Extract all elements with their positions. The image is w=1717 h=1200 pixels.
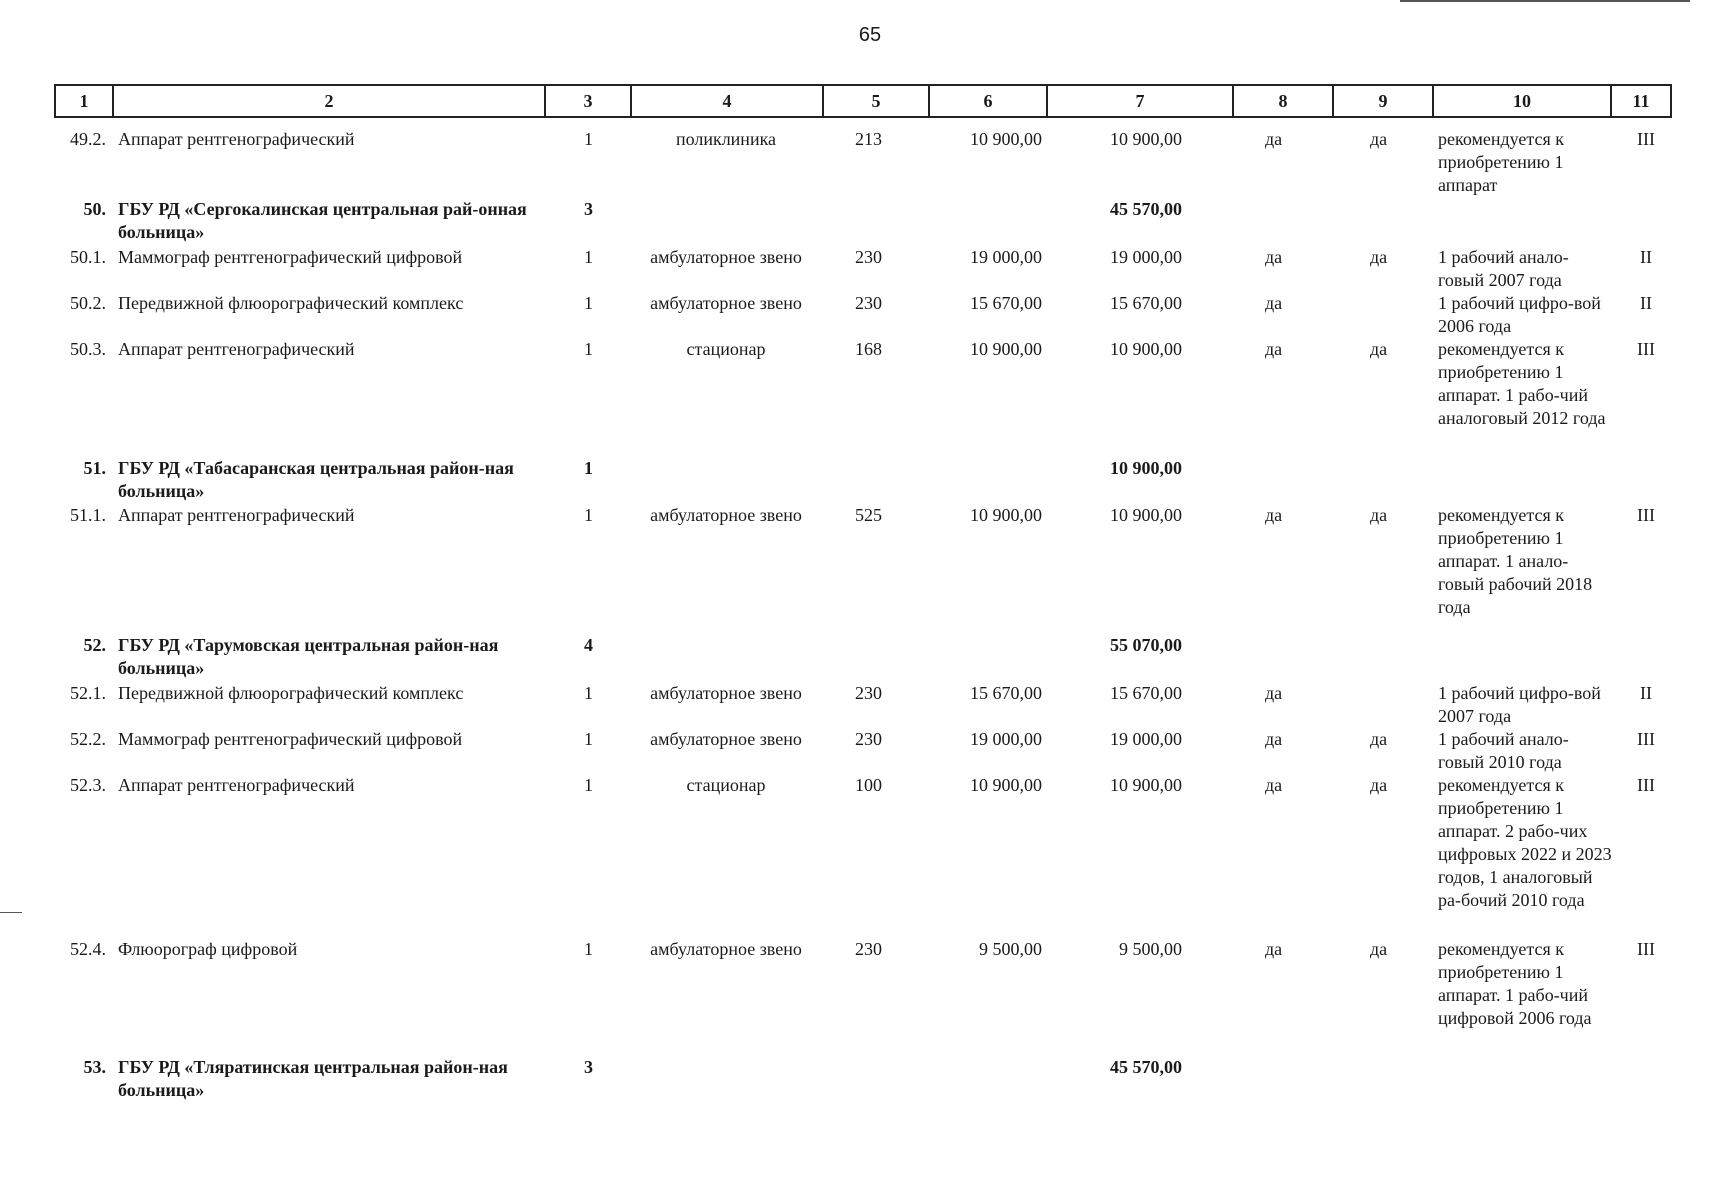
row-number: 50.2. xyxy=(70,293,106,313)
item-name: Передвижной флюорографический комплекс xyxy=(118,293,464,313)
total-price: 19 000,00 xyxy=(1110,729,1182,749)
total-price: 10 900,00 xyxy=(1110,129,1182,149)
item-name: Маммограф рентгенографический цифровой xyxy=(118,729,463,749)
col-5-value: 100 xyxy=(855,775,882,795)
total-price: 10 900,00 xyxy=(1110,775,1182,795)
col-9-value: да xyxy=(1370,729,1388,749)
header-cell: 5 xyxy=(822,86,928,116)
note: рекомендуется к приобретению 1 аппарат. 2 рабо-чих цифровых 2022 и 2023 годов, 1 аналоговый ра-бочий 2010 года xyxy=(1438,775,1612,910)
quantity: 1 xyxy=(584,129,593,149)
quantity: 3 xyxy=(584,1057,593,1077)
unit-price: 10 900,00 xyxy=(970,129,1042,149)
department: стационар xyxy=(686,339,766,359)
quantity: 1 xyxy=(584,247,593,267)
col-8-value: да xyxy=(1265,729,1283,749)
organization-name: ГБУ РД «Табасаранская центральная район-ная больница» xyxy=(118,458,514,501)
header-cell: 9 xyxy=(1332,86,1432,116)
quantity: 1 xyxy=(584,683,593,703)
quantity: 1 xyxy=(584,505,593,525)
quantity: 1 xyxy=(584,339,593,359)
department: амбулаторное звено xyxy=(650,729,802,749)
col-5-value: 230 xyxy=(855,247,882,267)
organization-name: ГБУ РД «Тляратинская центральная район-ная больница» xyxy=(118,1057,508,1100)
col-5-value: 213 xyxy=(855,129,882,149)
quantity: 1 xyxy=(584,293,593,313)
col-5-value: 230 xyxy=(855,939,882,959)
unit-price: 15 670,00 xyxy=(970,293,1042,313)
priority: III xyxy=(1637,775,1655,795)
col-5-value: 230 xyxy=(855,683,882,703)
department: поликлиника xyxy=(675,129,777,149)
total-price: 9 500,00 xyxy=(1119,939,1182,959)
priority: III xyxy=(1637,505,1655,525)
total-price: 10 900,00 xyxy=(1110,339,1182,359)
row-number: 52.1. xyxy=(70,683,106,703)
quantity: 1 xyxy=(584,729,593,749)
item-name: Флюорограф цифровой xyxy=(118,939,298,959)
item-name: Аппарат рентгенографический xyxy=(118,129,355,149)
header-cell: 4 xyxy=(630,86,822,116)
department: амбулаторное звено xyxy=(650,683,802,703)
total-price: 10 900,00 xyxy=(1110,458,1182,478)
priority: III xyxy=(1637,729,1655,749)
item-name: Маммограф рентгенографический цифровой xyxy=(118,247,463,267)
item-name: Передвижной флюорографический комплекс xyxy=(118,683,464,703)
row-number: 52.2. xyxy=(70,729,106,749)
unit-price: 19 000,00 xyxy=(970,247,1042,267)
quantity: 1 xyxy=(584,458,593,478)
scan-artifact-left xyxy=(0,912,22,913)
priority: III xyxy=(1637,129,1655,149)
row-number: 50. xyxy=(83,199,106,219)
header-cell: 6 xyxy=(928,86,1046,116)
department: амбулаторное звено xyxy=(650,939,802,959)
note: 1 рабочий цифро-вой 2006 года xyxy=(1438,293,1601,336)
department: стационар xyxy=(686,775,766,795)
header-cell: 1 xyxy=(79,91,89,111)
row-number: 52. xyxy=(83,635,106,655)
header-cell: 7 xyxy=(1046,86,1232,116)
row-number: 53. xyxy=(83,1057,106,1077)
header-cell: 11 xyxy=(1610,86,1670,116)
total-price: 10 900,00 xyxy=(1110,505,1182,525)
department: амбулаторное звено xyxy=(650,505,802,525)
department: амбулаторное звено xyxy=(650,293,802,313)
item-name: Аппарат рентгенографический xyxy=(118,339,355,359)
note: рекомендуется к приобретению 1 аппарат. 1 рабо-чий аналоговый 2012 года xyxy=(1438,339,1606,428)
header-cell: 3 xyxy=(544,86,630,116)
organization-name: ГБУ РД «Сергокалинская центральная рай-онная больница» xyxy=(118,199,527,242)
page-number: 65 xyxy=(858,24,882,46)
row-number: 50.3. xyxy=(70,339,106,359)
unit-price: 10 900,00 xyxy=(970,339,1042,359)
quantity: 1 xyxy=(584,775,593,795)
row-number: 51.1. xyxy=(70,505,106,525)
priority: III xyxy=(1637,339,1655,359)
note: рекомендуется к приобретению 1 аппарат. 1 анало-говый рабочий 2018 года xyxy=(1438,505,1593,617)
table-header-row xyxy=(54,84,1672,118)
note: рекомендуется к приобретению 1 аппарат xyxy=(1438,129,1564,195)
department: амбулаторное звено xyxy=(650,247,802,267)
col-5-value: 525 xyxy=(855,505,882,525)
col-9-value: да xyxy=(1370,505,1388,525)
col-9-value: да xyxy=(1370,939,1388,959)
note: рекомендуется к приобретению 1 аппарат. 1 рабо-чий цифровой 2006 года xyxy=(1438,939,1592,1028)
unit-price: 15 670,00 xyxy=(970,683,1042,703)
col-8-value: да xyxy=(1265,775,1283,795)
row-number: 49.2. xyxy=(70,129,106,149)
col-5-value: 168 xyxy=(855,339,882,359)
header-cell: 2 xyxy=(112,86,544,116)
col-9-value: да xyxy=(1370,775,1388,795)
col-9-value: да xyxy=(1370,339,1388,359)
note: 1 рабочий цифро-вой 2007 года xyxy=(1438,683,1601,726)
col-8-value: да xyxy=(1265,129,1283,149)
total-price: 55 070,00 xyxy=(1110,635,1182,655)
unit-price: 9 500,00 xyxy=(979,939,1042,959)
col-8-value: да xyxy=(1265,683,1283,703)
total-price: 15 670,00 xyxy=(1110,293,1182,313)
organization-name: ГБУ РД «Тарумовская центральная район-ная больница» xyxy=(118,635,499,678)
row-number: 50.1. xyxy=(70,247,106,267)
total-price: 45 570,00 xyxy=(1110,199,1182,219)
header-cell: 8 xyxy=(1232,86,1332,116)
quantity: 4 xyxy=(584,635,593,655)
note: 1 рабочий анало-говый 2010 года xyxy=(1438,729,1569,772)
quantity: 3 xyxy=(584,199,593,219)
quantity: 1 xyxy=(584,939,593,959)
total-price: 15 670,00 xyxy=(1110,683,1182,703)
unit-price: 10 900,00 xyxy=(970,775,1042,795)
note: 1 рабочий анало-говый 2007 года xyxy=(1438,247,1569,290)
col-8-value: да xyxy=(1265,505,1283,525)
item-name: Аппарат рентгенографический xyxy=(118,775,355,795)
priority: II xyxy=(1640,683,1652,703)
scan-artifact-top xyxy=(1400,0,1690,2)
item-name: Аппарат рентгенографический xyxy=(118,505,355,525)
row-number: 52.4. xyxy=(70,939,106,959)
header-cell: 10 xyxy=(1432,86,1610,116)
priority: II xyxy=(1640,293,1652,313)
col-5-value: 230 xyxy=(855,293,882,313)
col-8-value: да xyxy=(1265,293,1283,313)
col-9-value: да xyxy=(1370,129,1388,149)
priority: III xyxy=(1637,939,1655,959)
total-price: 19 000,00 xyxy=(1110,247,1182,267)
col-9-value: да xyxy=(1370,247,1388,267)
col-5-value: 230 xyxy=(855,729,882,749)
row-number: 51. xyxy=(83,458,106,478)
unit-price: 19 000,00 xyxy=(970,729,1042,749)
col-8-value: да xyxy=(1265,339,1283,359)
col-8-value: да xyxy=(1265,939,1283,959)
total-price: 45 570,00 xyxy=(1110,1057,1182,1077)
unit-price: 10 900,00 xyxy=(970,505,1042,525)
row-number: 52.3. xyxy=(70,775,106,795)
col-8-value: да xyxy=(1265,247,1283,267)
priority: II xyxy=(1640,247,1652,267)
